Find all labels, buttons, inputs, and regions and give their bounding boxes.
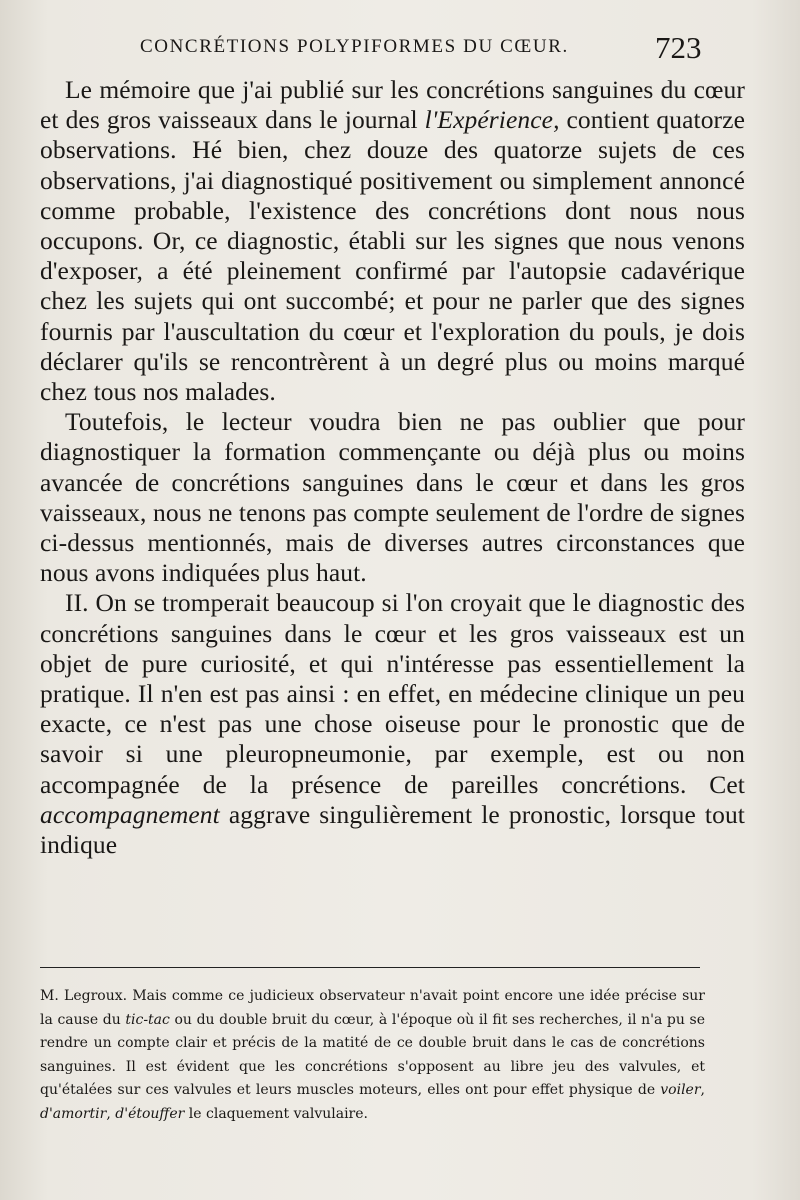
journal-title: l'Expérience, xyxy=(424,105,560,135)
footnote-segment: , xyxy=(700,1082,705,1099)
paragraph-text: aggrave singulièrement le pronostic, lorsque tout indique xyxy=(40,799,745,860)
footnote-italic: d'étouffer xyxy=(115,1105,185,1122)
running-head xyxy=(0,30,800,66)
paragraph-text: Le mémoire que j'ai publié sur les concrétions sanguines du cœur et des gros vaisseaux dans le journal xyxy=(40,75,745,135)
paragraph xyxy=(40,588,745,860)
footnote-segment: M. Legroux. Mais comme ce judicieux observateur n'avait point encore une idée précise sur la cause du xyxy=(40,988,705,1028)
paragraph xyxy=(40,75,745,407)
footnote-rule xyxy=(40,967,700,968)
paragraph-text: II. On se tromperait beaucoup si l'on croyait que le diagnostic des concrétions sanguines dans le cœur et les gros vaisseaux est un objet de pure curiosité, et qui n'intéresse pas essentiellement la pratique. Il n'en est pas ainsi : en effet, en médecine clinique un peu exacte, ce n'est pas une chose oiseuse pour le pronostic que de savoir si une pleuropneumonie, par exemple, est ou non accompagnée de la présence de pareilles concrétions. Cet xyxy=(40,588,745,799)
emphasized-word: accompagnement xyxy=(40,799,220,829)
page-number: 723 xyxy=(655,30,702,65)
footnote-italic: d'amortir xyxy=(40,1105,107,1122)
footnote xyxy=(40,985,705,1127)
footnote-segment: le claquement valvulaire. xyxy=(184,1105,368,1122)
footnote-italic: tic-tac xyxy=(125,1011,170,1028)
paragraph-text: contient quatorze observations. Hé bien, chez douze des quatorze sujets de ces observations, j'ai diagnostiqué positivement ou simplement annoncé comme probable, l'existence des concrétions dont nous nous occupons. Or, ce diagnostic, établi sur les signes que nous venons d'exposer, a été pleinement confirmé par l'autopsie cadavérique chez les sujets qui ont succombé; et pour ne parler que des signes fournis par l'auscultation du cœur et l'exploration du pouls, je dois déclarer qu'ils se rencontrèrent à un degré plus ou moins marqué chez tous nos malades. xyxy=(40,105,745,407)
body-text xyxy=(40,75,745,860)
running-title: CONCRÉTIONS POLYPIFORMES DU CŒUR. xyxy=(140,36,569,57)
footnote-segment: ou du double bruit du cœur, à l'époque où il fit ses recherches, il n'a pu se rendre un compte clair et précis de la matité de ce double bruit dans le cas de concrétions sanguines. Il est évident que les concrétions s'opposent au libre jeu des valvules, et qu'étalées sur ces valvules et leurs muscles moteurs, elles ont pour effet physique de xyxy=(40,1011,706,1099)
footnote-text xyxy=(40,985,705,1127)
footnote-italic: voiler xyxy=(660,1082,701,1099)
paragraph: Toutefois, le lecteur voudra bien ne pas oublier que pour diagnostiquer la formation commençante ou déjà plus ou moins avancée de concrétions sanguines dans le cœur et dans les gros vaisseaux, nous ne tenons pas compte seulement de l'ordre de signes ci-dessus mentionnés, mais de diverses autres circonstances que nous avons indiquées plus haut. xyxy=(40,407,745,588)
footnote-segment: , xyxy=(106,1105,116,1122)
